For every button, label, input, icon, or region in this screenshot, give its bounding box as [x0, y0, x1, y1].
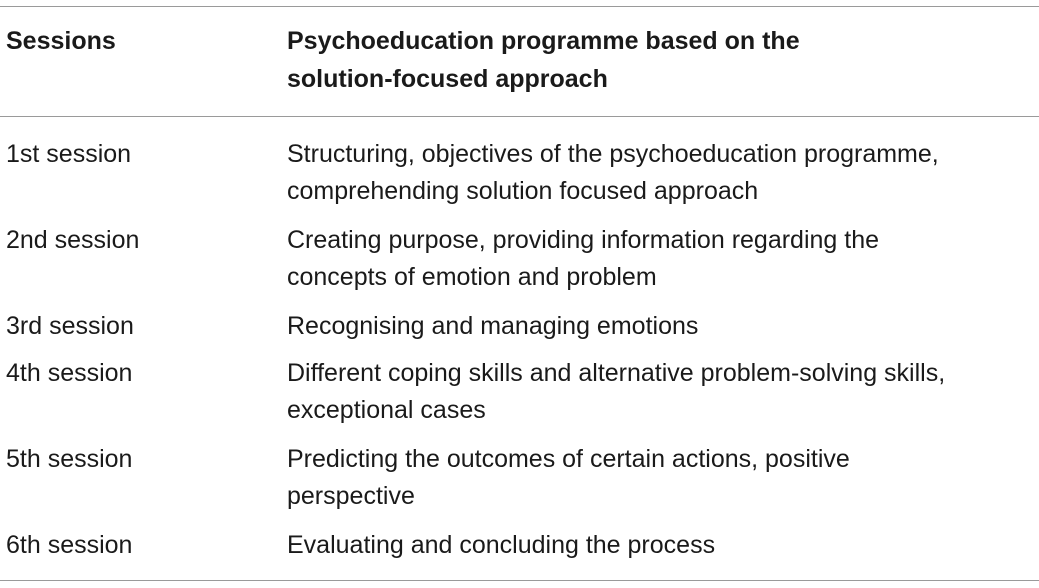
table-header-rule: [0, 116, 1039, 117]
header-programme: Psychoeducation programme based on the solution-focused approach: [287, 27, 800, 93]
row-content: Creating purpose, providing information regarding the concepts of emotion and problem: [287, 226, 880, 291]
header-sessions: Sessions: [6, 27, 116, 55]
row-session: 4th session: [6, 359, 133, 387]
row-content: Different coping skills and alternative problem-solving skills, exceptional cases: [287, 359, 946, 424]
table-bottom-rule: [0, 580, 1039, 581]
table-top-rule: [0, 6, 1039, 7]
row-content: Recognising and managing emotions: [287, 312, 699, 340]
row-session: 5th session: [6, 445, 133, 473]
row-content: Structuring, objectives of the psychoeducation programme, comprehending solution focused approach: [287, 140, 939, 205]
row-session: 6th session: [6, 531, 133, 559]
row-session: 2nd session: [6, 226, 140, 254]
row-session: 3rd session: [6, 312, 134, 340]
row-content: Evaluating and concluding the process: [287, 531, 716, 559]
row-session: 1st session: [6, 140, 132, 168]
row-content: Predicting the outcomes of certain actions, positive perspective: [287, 445, 850, 510]
